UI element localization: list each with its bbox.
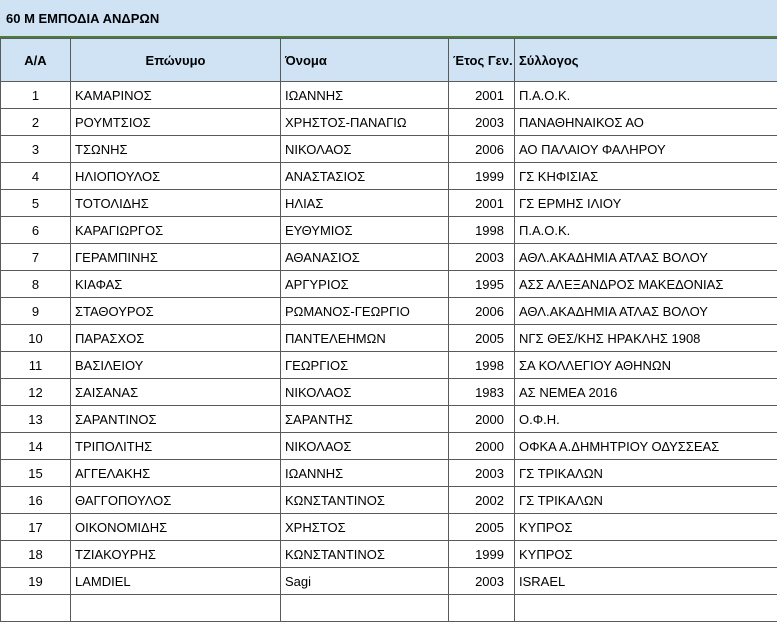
cell-name: ΙΩΑΝΝΗΣ [281, 460, 449, 487]
cell-club: ΚΥΠΡΟΣ [515, 514, 777, 541]
cell-aa: 7 [1, 244, 71, 271]
cell-surname: ΓΕΡΑΜΠΙΝΗΣ [71, 244, 281, 271]
cell-aa: 12 [1, 379, 71, 406]
table-row[interactable] [1, 352, 777, 379]
cell-year: 1998 [449, 352, 515, 379]
cell-surname: ΣΑΡΑΝΤΙΝΟΣ [71, 406, 281, 433]
cell-surname: ΤΟΤΟΛΙΔΗΣ [71, 190, 281, 217]
table-row[interactable] [1, 379, 777, 406]
cell-surname: ΤΡΙΠΟΛΙΤΗΣ [71, 433, 281, 460]
table-row[interactable] [1, 298, 777, 325]
cell-club: ΑΘΛ.ΑΚΑΔΗΜΙΑ ΑΤΛΑΣ ΒΟΛΟΥ [515, 298, 777, 325]
cell-aa: 10 [1, 325, 71, 352]
cell-year: 2000 [449, 406, 515, 433]
cell-surname: ΚΑΜΑΡΙΝΟΣ [71, 82, 281, 109]
cell-year: 2005 [449, 514, 515, 541]
cell-surname: ΟΙΚΟΝΟΜΙΔΗΣ [71, 514, 281, 541]
cell-surname: ΡΟΥΜΤΣΙΟΣ [71, 109, 281, 136]
cell-aa: 8 [1, 271, 71, 298]
table-row[interactable] [1, 163, 777, 190]
page-title: 60 Μ ΕΜΠΟΔΙΑ ΑΝΔΡΩΝ [0, 0, 777, 38]
cell-aa: 5 [1, 190, 71, 217]
cell-year: 2006 [449, 298, 515, 325]
cell-club: Π.Α.Ο.Κ. [515, 82, 777, 109]
cell-year [449, 595, 515, 622]
cell-year: 2001 [449, 82, 515, 109]
cell-year: 2003 [449, 244, 515, 271]
table-row[interactable] [1, 82, 777, 109]
cell-name: ΧΡΗΣΤΟΣ-ΠΑΝΑΓΙΩ [281, 109, 449, 136]
table-row[interactable] [1, 460, 777, 487]
cell-surname: ΣΤΑΘΟΥΡΟΣ [71, 298, 281, 325]
cell-club: ΓΣ ΤΡΙΚΑΛΩΝ [515, 460, 777, 487]
cell-surname: ΣΑΙΣΑΝΑΣ [71, 379, 281, 406]
header-aa[interactable]: Α/Α [1, 39, 71, 82]
cell-year: 1983 [449, 379, 515, 406]
cell-surname: LAMDIEL [71, 568, 281, 595]
cell-aa: 1 [1, 82, 71, 109]
cell-club: ΣΑ ΚΟΛΛΕΓΙΟΥ ΑΘΗΝΩΝ [515, 352, 777, 379]
cell-club: ΑΟ ΠΑΛΑΙΟΥ ΦΑΛΗΡΟΥ [515, 136, 777, 163]
cell-name: ΡΩΜΑΝΟΣ-ΓΕΩΡΓΙΟ [281, 298, 449, 325]
cell-year: 2005 [449, 325, 515, 352]
table-row[interactable] [1, 190, 777, 217]
cell-year: 2003 [449, 568, 515, 595]
table-row[interactable] [1, 109, 777, 136]
cell-aa: 19 [1, 568, 71, 595]
cell-club: ΑΣΣ ΑΛΕΞΑΝΔΡΟΣ ΜΑΚΕΔΟΝΙΑΣ [515, 271, 777, 298]
cell-name: ΧΡΗΣΤΟΣ [281, 514, 449, 541]
cell-year: 2001 [449, 190, 515, 217]
table-row[interactable] [1, 487, 777, 514]
cell-club: ΟΦΚΑ Α.ΔΗΜΗΤΡΙΟΥ ΟΔΥΣΣΕΑΣ [515, 433, 777, 460]
cell-aa: 14 [1, 433, 71, 460]
cell-name: ΠΑΝΤΕΛΕΗΜΩΝ [281, 325, 449, 352]
cell-surname: ΒΑΣΙΛΕΙΟΥ [71, 352, 281, 379]
cell-name: ΕΥΘΥΜΙΟΣ [281, 217, 449, 244]
table-row[interactable] [1, 325, 777, 352]
cell-name: ΓΕΩΡΓΙΟΣ [281, 352, 449, 379]
table-row[interactable] [1, 271, 777, 298]
cell-aa: 13 [1, 406, 71, 433]
header-name[interactable]: Όνομα [281, 39, 449, 82]
table-header-row [1, 39, 777, 82]
cell-club: ΓΣ ΕΡΜΗΣ ΙΛΙΟΥ [515, 190, 777, 217]
cell-year: 2002 [449, 487, 515, 514]
table-row[interactable] [1, 433, 777, 460]
cell-year: 2003 [449, 109, 515, 136]
cell-year: 1995 [449, 271, 515, 298]
cell-club: ΓΣ ΤΡΙΚΑΛΩΝ [515, 487, 777, 514]
cell-aa: 4 [1, 163, 71, 190]
table-row[interactable] [1, 244, 777, 271]
cell-surname: ΗΛΙΟΠΟΥΛΟΣ [71, 163, 281, 190]
header-surname[interactable]: Επώνυμο [71, 39, 281, 82]
cell-year: 2003 [449, 460, 515, 487]
cell-surname: ΚΙΑΦΑΣ [71, 271, 281, 298]
cell-year: 2000 [449, 433, 515, 460]
table-row[interactable] [1, 541, 777, 568]
cell-year: 1999 [449, 541, 515, 568]
cell-name: ΣΑΡΑΝΤΗΣ [281, 406, 449, 433]
cell-name: ΑΝΑΣΤΑΣΙΟΣ [281, 163, 449, 190]
cell-aa: 6 [1, 217, 71, 244]
cell-year: 1998 [449, 217, 515, 244]
cell-club: ΚΥΠΡΟΣ [515, 541, 777, 568]
cell-aa: 18 [1, 541, 71, 568]
cell-surname: ΤΖΙΑΚΟΥΡΗΣ [71, 541, 281, 568]
results-table [0, 38, 777, 622]
cell-surname: ΤΣΩΝΗΣ [71, 136, 281, 163]
cell-name: ΗΛΙΑΣ [281, 190, 449, 217]
header-year[interactable]: Έτος Γεν. [449, 39, 515, 82]
cell-year: 1999 [449, 163, 515, 190]
cell-name: ΑΘΑΝΑΣΙΟΣ [281, 244, 449, 271]
cell-club [515, 595, 777, 622]
cell-club: ΑΣ ΝΕΜΕΑ 2016 [515, 379, 777, 406]
cell-club: Π.Α.Ο.Κ. [515, 217, 777, 244]
cell-club: ΓΣ ΚΗΦΙΣΙΑΣ [515, 163, 777, 190]
cell-name [281, 595, 449, 622]
table-row[interactable] [1, 595, 777, 622]
cell-name: ΚΩΝΣΤΑΝΤΙΝΟΣ [281, 541, 449, 568]
cell-aa: 9 [1, 298, 71, 325]
cell-name: ΚΩΝΣΤΑΝΤΙΝΟΣ [281, 487, 449, 514]
cell-surname: ΚΑΡΑΓΙΩΡΓΟΣ [71, 217, 281, 244]
cell-name: Sagi [281, 568, 449, 595]
cell-club: ΑΘΛ.ΑΚΑΔΗΜΙΑ ΑΤΛΑΣ ΒΟΛΟΥ [515, 244, 777, 271]
cell-year: 2006 [449, 136, 515, 163]
cell-club: ISRAEL [515, 568, 777, 595]
cell-name: ΝΙΚΟΛΑΟΣ [281, 379, 449, 406]
cell-surname: ΘΑΓΓΟΠΟΥΛΟΣ [71, 487, 281, 514]
table-row[interactable] [1, 136, 777, 163]
cell-club: Ο.Φ.Η. [515, 406, 777, 433]
cell-club: ΝΓΣ ΘΕΣ/ΚΗΣ ΗΡΑΚΛΗΣ 1908 [515, 325, 777, 352]
table-row[interactable] [1, 406, 777, 433]
cell-aa: 11 [1, 352, 71, 379]
table-row[interactable] [1, 568, 777, 595]
cell-aa [1, 595, 71, 622]
cell-aa: 17 [1, 514, 71, 541]
header-club[interactable]: Σύλλογος [515, 39, 777, 82]
table-row[interactable] [1, 217, 777, 244]
cell-surname: ΠΑΡΑΣΧΟΣ [71, 325, 281, 352]
cell-aa: 15 [1, 460, 71, 487]
cell-surname [71, 595, 281, 622]
cell-name: ΝΙΚΟΛΑΟΣ [281, 136, 449, 163]
cell-name: ΑΡΓΥΡΙΟΣ [281, 271, 449, 298]
cell-aa: 3 [1, 136, 71, 163]
cell-name: ΝΙΚΟΛΑΟΣ [281, 433, 449, 460]
cell-club: ΠΑΝΑΘΗΝΑΙΚΟΣ ΑΟ [515, 109, 777, 136]
cell-name: ΙΩΑΝΝΗΣ [281, 82, 449, 109]
table-row[interactable] [1, 514, 777, 541]
cell-aa: 2 [1, 109, 71, 136]
cell-aa: 16 [1, 487, 71, 514]
cell-surname: ΑΓΓΕΛΑΚΗΣ [71, 460, 281, 487]
